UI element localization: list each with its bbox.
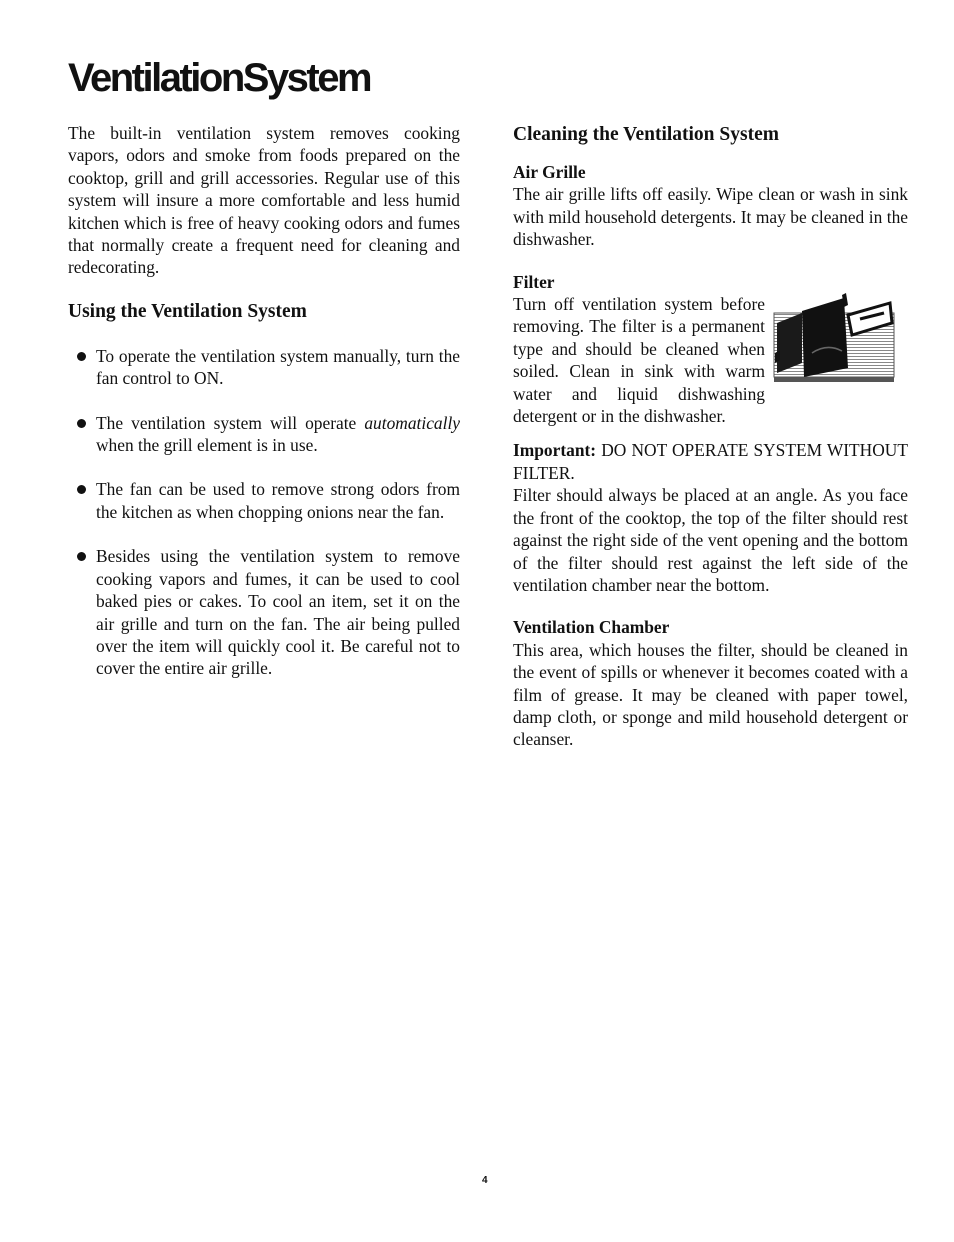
bullet-text [96, 412, 460, 457]
bullet-icon [77, 419, 86, 428]
chamber-text: This area, which houses the filter, should be cleaned in the event of spills or whenever it becomes coated with a film of grease. It may be cleaned with paper towel, damp cloth, or sponge and mild household detergent or cleanser. [513, 639, 908, 750]
list-item [68, 545, 460, 679]
bullet-icon [77, 485, 86, 494]
cleaning-heading: Cleaning the Ventilation System [513, 124, 779, 145]
filter-removal-illustration-icon [772, 293, 897, 383]
page-title: VentilationSystem [68, 56, 371, 100]
bullet-text: The fan can be used to remove strong odors from the kitchen as when chopping onions near the fan. [96, 479, 460, 522]
important-warning [513, 439, 908, 484]
filter-heading: Filter [513, 271, 555, 292]
air-grille-text: The air grille lifts off easily. Wipe clean or wash in sink with mild household detergents. It may be cleaned in the dishwasher. [513, 184, 908, 250]
page-number: 4 [482, 1175, 488, 1186]
intro-paragraph: The built-in ventilation system removes cooking vapors, odors and smoke from foods prepared on the cooktop, grill and grill accessories. Regular use of this system will insure a more comfortable and less humid kitchen which is free of heavy cooking odors and fumes that normally create a frequent need for cleaning and redecorating. [68, 123, 460, 278]
important-warning-text: DO NOT OPERATE SYSTEM WITHOUT FILTER. [513, 440, 908, 483]
important-label: Important: [513, 440, 597, 461]
filter-text: Turn off ventilation system before removing. The filter is a permanent type and should be cleaned when soiled. Clean in sink with warm water and liquid dishwashing detergent or in the dishwasher. [513, 294, 765, 427]
bullet-text-after: when the grill element is in use. [96, 435, 318, 456]
important-text: Filter should always be placed at an angle. As you face the front of the cooktop, the top of the filter should rest against the right side of the vent opening and the bottom of the filter should rest against the left side of the ventilation chamber near the bottom. [513, 485, 908, 595]
bullet-icon [77, 352, 86, 361]
bullet-emphasis: automatically [364, 412, 460, 433]
using-heading: Using the Ventilation System [68, 300, 307, 322]
right-column [513, 122, 908, 771]
bullet-text: Besides using the ventilation system to remove cooking vapors and fumes, it can be used to cool baked pies or cakes. To cool an item, set it on the air grille and turn on the fan. The air being pulled over the item will quickly cool it. Be careful not to cover the entire air grille. [96, 546, 460, 679]
air-grille-section [513, 161, 908, 251]
important-section [513, 439, 908, 596]
list-item [68, 412, 460, 457]
list-item [68, 345, 460, 390]
using-bullet-list [68, 345, 460, 680]
air-grille-heading: Air Grille [513, 162, 586, 182]
left-column [68, 122, 460, 702]
bullet-text-before: The ventilation system will operate [96, 412, 365, 433]
bullet-text: To operate the ventilation system manually, turn the fan control to ON. [96, 345, 460, 389]
chamber-section [513, 616, 908, 750]
chamber-heading: Ventilation Chamber [513, 617, 670, 638]
filter-section [513, 271, 908, 428]
bullet-icon [77, 552, 86, 561]
list-item [68, 478, 460, 523]
